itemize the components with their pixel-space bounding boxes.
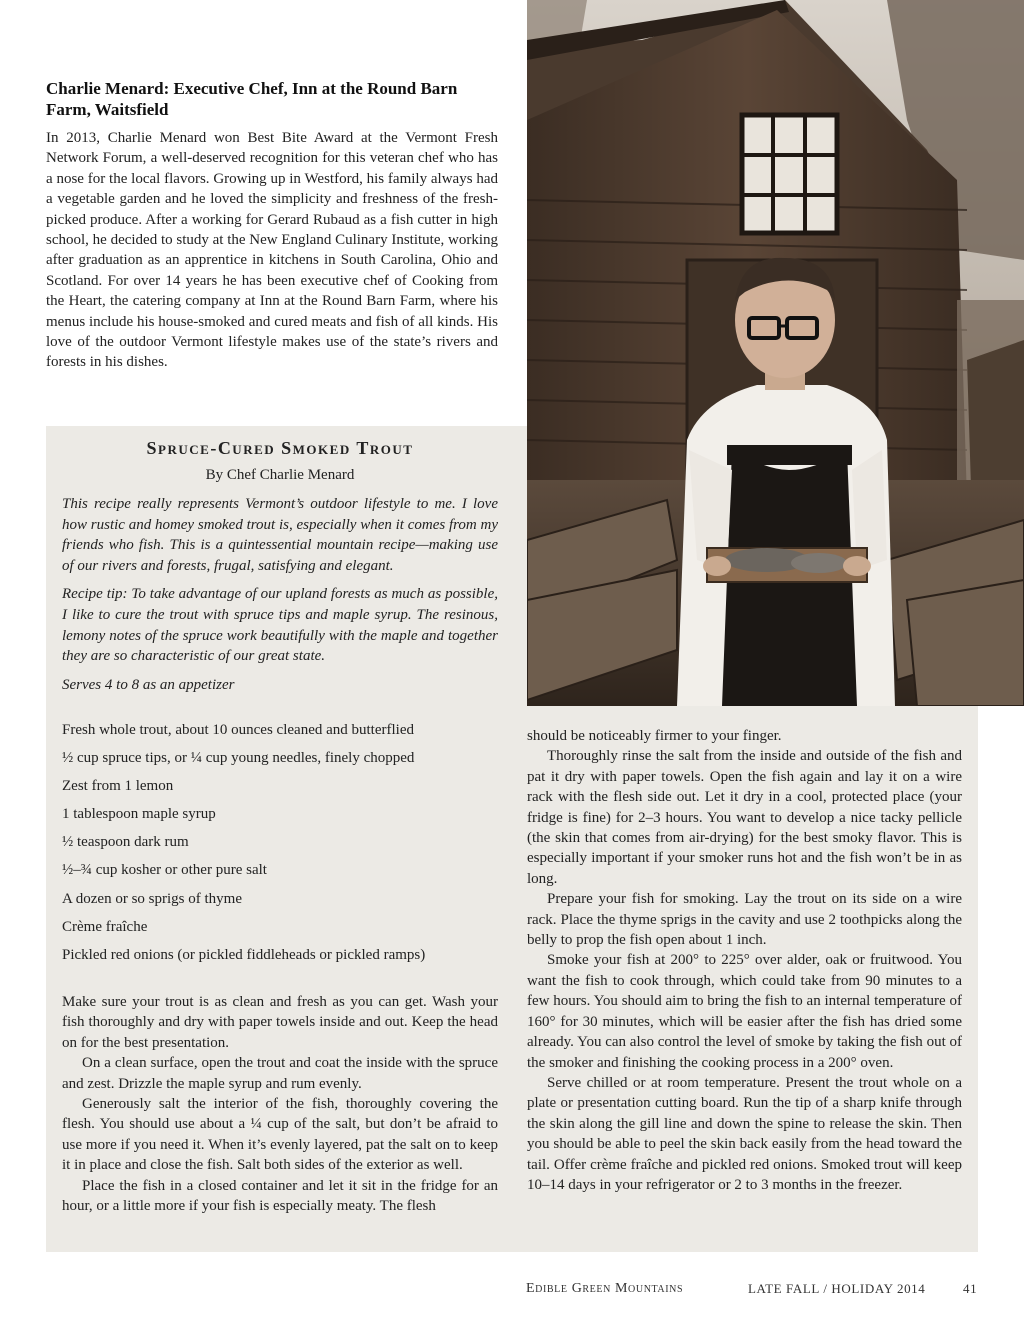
instruction-paragraph: should be noticeably firmer to your finger. bbox=[527, 728, 782, 744]
ingredient-item: ½–¾ cup kosher or other pure salt bbox=[62, 862, 267, 879]
footer-issue: LATE FALL / HOLIDAY 2014 bbox=[748, 1281, 926, 1296]
instruction-paragraph: Serve chilled or at room temperature. Present the trout whole on a plate or presentation cutting board. Run the tip of a sharp knife through the skin along the gill line and down the spine to release the skin. Then you should be able to peel the skin back easily from the head toward the tail. Offer crème fraîche and pickled red onions. Smoked trout will keep 10–14 days in your refrigerator or 2 to 3 months in the freezer. bbox=[527, 1074, 962, 1193]
instruction-paragraph: Prepare your fish for smoking. Lay the trout on its side on a wire rack. Place the thyme sprigs in the cavity and use 2 toothpicks along the belly to prop the fish open about 1 inch. bbox=[527, 891, 962, 949]
ingredient-item: Crème fraîche bbox=[62, 918, 148, 935]
ingredient-item: Fresh whole trout, about 10 ounces cleaned and butterflied bbox=[62, 722, 414, 738]
chef-photo bbox=[527, 0, 1024, 706]
ingredient-item: 1 tablespoon maple syrup bbox=[62, 806, 216, 823]
instructions-left bbox=[62, 992, 498, 1216]
instruction-paragraph: On a clean surface, open the trout and coat the inside with the spruce and zest. Drizzle the maple syrup and rum evenly. bbox=[62, 1055, 498, 1092]
footer-publication: Edible Green Mountains bbox=[526, 1281, 684, 1296]
instruction-paragraph: Place the fish in a closed container and let it sit in the fridge for an hour, or a little more if your fish is especially meaty. The flesh bbox=[62, 1177, 498, 1215]
profile-body: In 2013, Charlie Menard won Best Bite Award at the Vermont Fresh Network Forum, a well-deserved recognition for this veteran chef who has a nose for the local flavors. Growing up in Westford, his family always had a vegetable garden and he loved the simplicity and freshness of the fresh-picked produce. After a working for Gerard Rubaud as a fish cutter in high school, he decided to study at the New England Culinary Institute, working after graduation as an apprentice in kitchens in South Carolina, Ohio and Scotland. For over 14 years he has been executive chef of Cooking from the Heart, the catering company at Inn at the Round Barn Farm, where his menus include his house-smoked and cured meats and fish of all kinds. His love of the outdoor Vermont lifestyle makes use of the state’s rivers and forests in his dishes. bbox=[46, 130, 498, 371]
instructions-right bbox=[527, 726, 962, 1195]
recipe-tip: Recipe tip: To take advantage of our upland forests as much as possible, I like to cure the trout with spruce tips and maple syrup. The resinous, lemony notes of the spruce work beautifully with the maple and together they are so characteristic of our great state. bbox=[62, 586, 498, 665]
ingredient-item: A dozen or so sprigs of thyme bbox=[62, 890, 242, 907]
chef-profile bbox=[46, 78, 498, 373]
recipe-header bbox=[62, 436, 498, 695]
ingredient-item: Pickled red onions (or pickled fiddleheads or pickled ramps) bbox=[62, 946, 426, 963]
ingredient-list bbox=[62, 720, 498, 973]
ingredient-item: Zest from 1 lemon bbox=[62, 778, 174, 795]
profile-heading: Charlie Menard: Executive Chef, Inn at the Round Barn Farm, Waitsfield bbox=[46, 79, 458, 119]
instruction-paragraph: Thoroughly rinse the salt from the inside and outside of the fish and pat it dry with paper towels. Open the fish again and lay it on a wire rack with the flesh side out. Let it dry in a cool, protected place (your fridge is fine) for 2–3 hours. You want to develop a nice tacky pellicle (the skin that comes from air-drying) for the best smoky flavor. This is especially important if your smoker runs hot and the fish won’t be in as long. bbox=[527, 748, 962, 887]
instruction-paragraph: Smoke your fish at 200° to 225° over alder, oak or fruitwood. You want the fish to cook through, which could take from 90 minutes to a few hours. You should aim to bring the fish to an internal temperature of 160° for 30 minutes, which will be easier after the fish has dried some already. You can also control the level of smoke by taking the fish out of the smoker and finishing the cooking process in a 200° oven. bbox=[527, 952, 962, 1071]
page-number: 41 bbox=[963, 1281, 978, 1296]
instruction-paragraph: Generously salt the interior of the fish, thoroughly covering the flesh. You should use about a ¼ cup of the salt, but don’t be afraid to use more if you need it. When it’s evenly layered, pat the salt on to keep it in place and close the fish. Salt both sides of the exterior as well. bbox=[62, 1096, 498, 1174]
chef-photo-illustration bbox=[527, 0, 1024, 706]
ingredient-item: ½ cup spruce tips, or ¼ cup young needles, finely chopped bbox=[62, 750, 415, 767]
recipe-intro: This recipe really represents Vermont’s outdoor lifestyle to me. I love how rustic and homey smoked trout is, especially when it comes from my friends who fish. This is a quintessential mountain recipe—making use of our rivers and forests, frugal, satisfying and elegant. bbox=[62, 496, 498, 574]
recipe-serves: Serves 4 to 8 as an appetizer bbox=[62, 676, 235, 693]
recipe-byline: By Chef Charlie Menard bbox=[205, 467, 355, 483]
recipe-title: Spruce-Cured Smoked Trout bbox=[146, 438, 414, 458]
instruction-paragraph: Make sure your trout is as clean and fresh as you can get. Wash your fish thoroughly and dry with paper towels inside and out. Keep the head on for the best presentation. bbox=[62, 994, 498, 1051]
ingredient-item: ½ teaspoon dark rum bbox=[62, 834, 189, 851]
